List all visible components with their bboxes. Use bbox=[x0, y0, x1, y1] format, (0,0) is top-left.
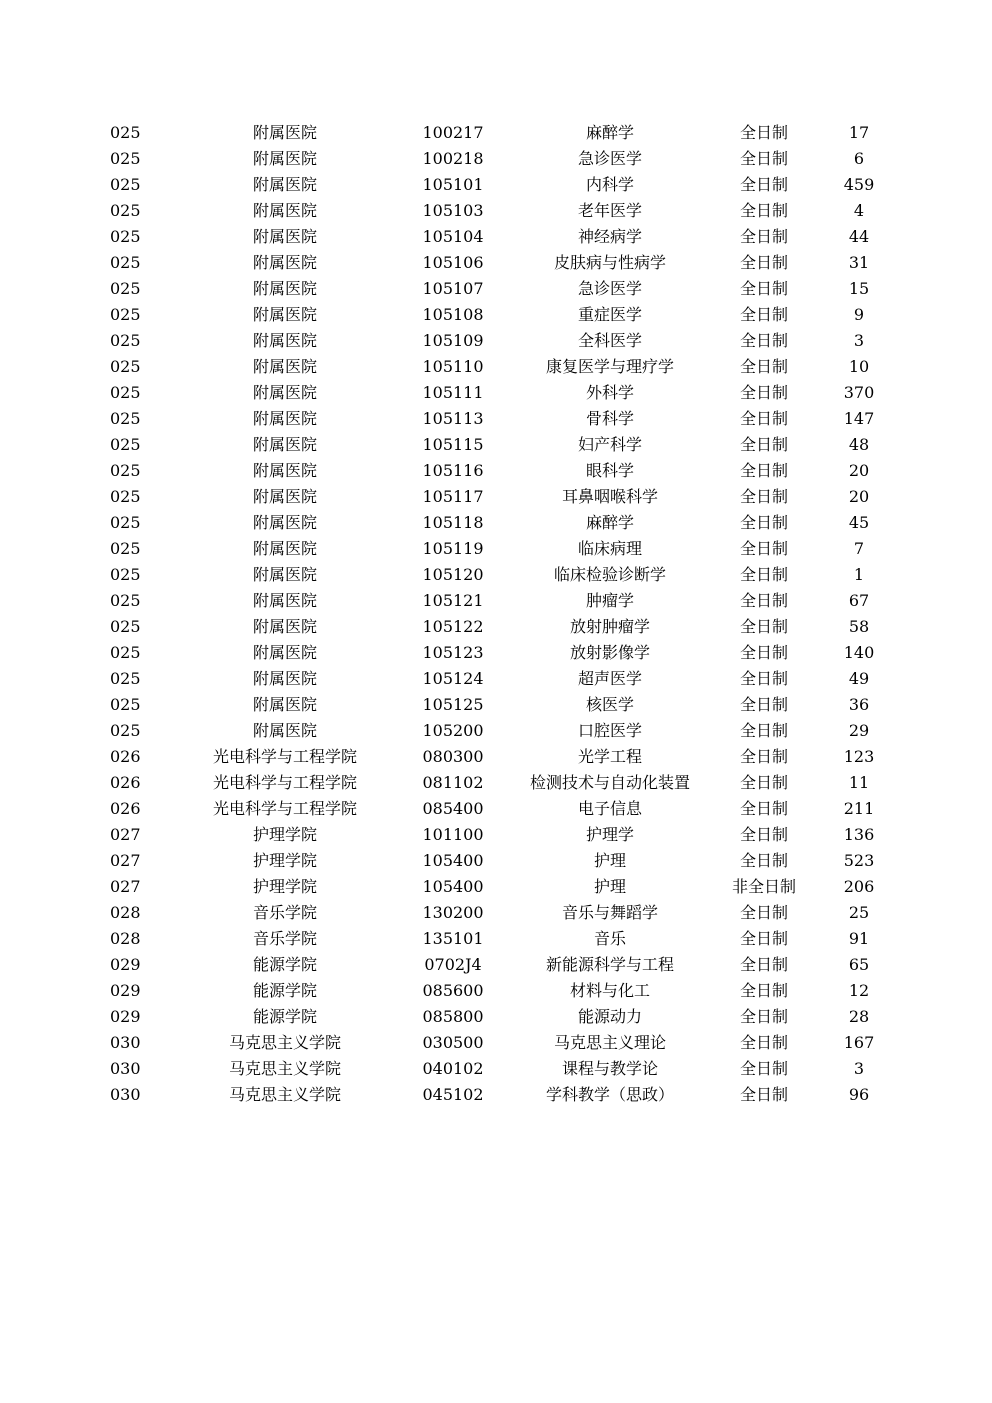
quota-cell: 1 bbox=[853, 565, 865, 584]
major-name-cell: 皮肤病与性病学 bbox=[553, 253, 666, 272]
major-name-cell: 骨科学 bbox=[585, 409, 634, 428]
quota-cell: 12 bbox=[848, 981, 870, 1000]
major-code-cell: 105107 bbox=[422, 279, 484, 298]
table-row bbox=[0, 1030, 992, 1056]
quota-cell: 20 bbox=[848, 487, 870, 506]
college-name-cell: 附属医院 bbox=[252, 721, 317, 740]
study-mode-cell: 全日制 bbox=[739, 669, 788, 688]
quota-cell: 7 bbox=[853, 539, 865, 558]
table-row bbox=[0, 354, 992, 380]
college-code-cell: 028 bbox=[110, 929, 141, 948]
college-name-cell: 附属医院 bbox=[252, 695, 317, 714]
table-row bbox=[0, 666, 992, 692]
quota-cell: 91 bbox=[848, 929, 870, 948]
study-mode-cell: 全日制 bbox=[739, 825, 788, 844]
college-code-cell: 025 bbox=[110, 461, 141, 480]
study-mode-cell: 全日制 bbox=[739, 305, 788, 324]
college-name-cell: 附属医院 bbox=[252, 435, 317, 454]
college-name-cell: 附属医院 bbox=[252, 305, 317, 324]
college-name-cell: 护理学院 bbox=[252, 877, 317, 896]
major-code-cell: 105116 bbox=[422, 461, 484, 480]
study-mode-cell: 全日制 bbox=[739, 591, 788, 610]
college-name-cell: 附属医院 bbox=[252, 279, 317, 298]
study-mode-cell: 全日制 bbox=[739, 513, 788, 532]
college-code-cell: 025 bbox=[110, 721, 141, 740]
college-name-cell: 音乐学院 bbox=[252, 929, 317, 948]
quota-cell: 49 bbox=[848, 669, 870, 688]
major-name-cell: 护理学 bbox=[585, 825, 634, 844]
major-code-cell: 105124 bbox=[422, 669, 484, 688]
major-code-cell: 101100 bbox=[422, 825, 484, 844]
quota-cell: 31 bbox=[848, 253, 870, 272]
major-code-cell: 130200 bbox=[422, 903, 484, 922]
quota-cell: 140 bbox=[843, 643, 875, 662]
table-row bbox=[0, 458, 992, 484]
college-name-cell: 马克思主义学院 bbox=[228, 1033, 341, 1052]
college-code-cell: 025 bbox=[110, 539, 141, 558]
major-name-cell: 音乐与舞蹈学 bbox=[561, 903, 658, 922]
major-name-cell: 护理 bbox=[593, 877, 626, 896]
college-name-cell: 附属医院 bbox=[252, 253, 317, 272]
college-code-cell: 025 bbox=[110, 695, 141, 714]
major-code-cell: 105400 bbox=[422, 877, 484, 896]
major-code-cell: 135101 bbox=[422, 929, 484, 948]
major-name-cell: 妇产科学 bbox=[577, 435, 642, 454]
major-name-cell: 耳鼻咽喉科学 bbox=[561, 487, 658, 506]
major-name-cell: 神经病学 bbox=[577, 227, 642, 246]
quota-cell: 25 bbox=[848, 903, 870, 922]
major-code-cell: 105119 bbox=[422, 539, 484, 558]
study-mode-cell: 全日制 bbox=[739, 721, 788, 740]
table-row bbox=[0, 640, 992, 666]
major-code-cell: 045102 bbox=[422, 1085, 484, 1104]
major-name-cell: 麻醉学 bbox=[585, 513, 634, 532]
major-code-cell: 081102 bbox=[422, 773, 484, 792]
major-code-cell: 105103 bbox=[422, 201, 484, 220]
major-name-cell: 新能源科学与工程 bbox=[545, 955, 674, 974]
major-code-cell: 105118 bbox=[422, 513, 484, 532]
college-name-cell: 能源学院 bbox=[252, 981, 317, 1000]
quota-cell: 11 bbox=[848, 773, 870, 792]
college-name-cell: 附属医院 bbox=[252, 565, 317, 584]
quota-cell: 20 bbox=[848, 461, 870, 480]
study-mode-cell: 全日制 bbox=[739, 461, 788, 480]
study-mode-cell: 全日制 bbox=[739, 487, 788, 506]
study-mode-cell: 全日制 bbox=[739, 799, 788, 818]
college-code-cell: 025 bbox=[110, 175, 141, 194]
table-row bbox=[0, 822, 992, 848]
major-name-cell: 口腔医学 bbox=[577, 721, 642, 740]
quota-cell: 36 bbox=[848, 695, 870, 714]
major-code-cell: 105109 bbox=[422, 331, 484, 350]
study-mode-cell: 全日制 bbox=[739, 851, 788, 870]
table-row bbox=[0, 614, 992, 640]
major-name-cell: 电子信息 bbox=[577, 799, 642, 818]
quota-cell: 6 bbox=[853, 149, 865, 168]
study-mode-cell: 全日制 bbox=[739, 747, 788, 766]
college-name-cell: 附属医院 bbox=[252, 331, 317, 350]
college-name-cell: 附属医院 bbox=[252, 201, 317, 220]
table-row bbox=[0, 588, 992, 614]
college-code-cell: 030 bbox=[110, 1085, 141, 1104]
table-row bbox=[0, 562, 992, 588]
quota-cell: 459 bbox=[843, 175, 875, 194]
college-code-cell: 029 bbox=[110, 955, 141, 974]
college-code-cell: 025 bbox=[110, 149, 141, 168]
college-name-cell: 附属医院 bbox=[252, 591, 317, 610]
study-mode-cell: 全日制 bbox=[739, 1085, 788, 1104]
college-code-cell: 025 bbox=[110, 305, 141, 324]
college-code-cell: 026 bbox=[110, 773, 141, 792]
table-row bbox=[0, 1082, 992, 1108]
college-code-cell: 025 bbox=[110, 383, 141, 402]
table-row bbox=[0, 900, 992, 926]
college-code-cell: 027 bbox=[110, 877, 141, 896]
college-code-cell: 025 bbox=[110, 591, 141, 610]
major-name-cell: 急诊医学 bbox=[577, 279, 642, 298]
major-code-cell: 105115 bbox=[422, 435, 484, 454]
major-code-cell: 030500 bbox=[422, 1033, 484, 1052]
college-name-cell: 护理学院 bbox=[252, 825, 317, 844]
major-name-cell: 重症医学 bbox=[577, 305, 642, 324]
college-name-cell: 附属医院 bbox=[252, 539, 317, 558]
quota-cell: 206 bbox=[843, 877, 875, 896]
major-name-cell: 课程与教学论 bbox=[561, 1059, 658, 1078]
table-row bbox=[0, 510, 992, 536]
major-name-cell: 能源动力 bbox=[577, 1007, 642, 1026]
quota-cell: 28 bbox=[848, 1007, 870, 1026]
quota-cell: 58 bbox=[848, 617, 870, 636]
college-code-cell: 025 bbox=[110, 435, 141, 454]
college-code-cell: 028 bbox=[110, 903, 141, 922]
study-mode-cell: 全日制 bbox=[739, 279, 788, 298]
study-mode-cell: 全日制 bbox=[739, 643, 788, 662]
college-code-cell: 025 bbox=[110, 201, 141, 220]
college-name-cell: 附属医院 bbox=[252, 175, 317, 194]
table-row bbox=[0, 198, 992, 224]
major-code-cell: 105123 bbox=[422, 643, 484, 662]
college-code-cell: 026 bbox=[110, 799, 141, 818]
major-name-cell: 全科医学 bbox=[577, 331, 642, 350]
major-code-cell: 105110 bbox=[422, 357, 484, 376]
major-name-cell: 外科学 bbox=[585, 383, 634, 402]
major-code-cell: 105122 bbox=[422, 617, 484, 636]
table-row bbox=[0, 718, 992, 744]
college-name-cell: 能源学院 bbox=[252, 1007, 317, 1026]
college-name-cell: 光电科学与工程学院 bbox=[212, 773, 357, 792]
study-mode-cell: 全日制 bbox=[739, 773, 788, 792]
quota-cell: 48 bbox=[848, 435, 870, 454]
table-row bbox=[0, 692, 992, 718]
major-code-cell: 085800 bbox=[422, 1007, 484, 1026]
study-mode-cell: 全日制 bbox=[739, 175, 788, 194]
quota-cell: 15 bbox=[848, 279, 870, 298]
college-name-cell: 附属医院 bbox=[252, 409, 317, 428]
college-name-cell: 附属医院 bbox=[252, 227, 317, 246]
quota-cell: 29 bbox=[848, 721, 870, 740]
study-mode-cell: 全日制 bbox=[739, 227, 788, 246]
table-row bbox=[0, 848, 992, 874]
college-code-cell: 025 bbox=[110, 357, 141, 376]
quota-cell: 17 bbox=[848, 123, 870, 142]
major-code-cell: 0702J4 bbox=[424, 955, 482, 974]
study-mode-cell: 全日制 bbox=[739, 695, 788, 714]
table-row bbox=[0, 432, 992, 458]
table-row bbox=[0, 380, 992, 406]
college-code-cell: 025 bbox=[110, 643, 141, 662]
study-mode-cell: 全日制 bbox=[739, 929, 788, 948]
study-mode-cell: 全日制 bbox=[739, 565, 788, 584]
college-name-cell: 附属医院 bbox=[252, 461, 317, 480]
major-name-cell: 核医学 bbox=[585, 695, 634, 714]
study-mode-cell: 全日制 bbox=[739, 435, 788, 454]
major-name-cell: 学科教学（思政） bbox=[545, 1085, 674, 1104]
quota-cell: 123 bbox=[843, 747, 875, 766]
college-code-cell: 030 bbox=[110, 1033, 141, 1052]
quota-cell: 523 bbox=[843, 851, 875, 870]
major-name-cell: 超声医学 bbox=[577, 669, 642, 688]
table-row bbox=[0, 172, 992, 198]
table-row bbox=[0, 952, 992, 978]
college-name-cell: 马克思主义学院 bbox=[228, 1085, 341, 1104]
college-code-cell: 027 bbox=[110, 851, 141, 870]
quota-cell: 3 bbox=[853, 1059, 865, 1078]
study-mode-cell: 全日制 bbox=[739, 1033, 788, 1052]
major-code-cell: 105120 bbox=[422, 565, 484, 584]
college-name-cell: 附属医院 bbox=[252, 617, 317, 636]
major-name-cell: 音乐 bbox=[593, 929, 626, 948]
college-code-cell: 025 bbox=[110, 227, 141, 246]
major-code-cell: 105101 bbox=[422, 175, 484, 194]
college-code-cell: 025 bbox=[110, 409, 141, 428]
college-code-cell: 025 bbox=[110, 253, 141, 272]
table-row bbox=[0, 276, 992, 302]
study-mode-cell: 全日制 bbox=[739, 617, 788, 636]
major-code-cell: 105106 bbox=[422, 253, 484, 272]
table-row bbox=[0, 536, 992, 562]
major-code-cell: 105400 bbox=[422, 851, 484, 870]
quota-cell: 167 bbox=[843, 1033, 875, 1052]
quota-cell: 44 bbox=[848, 227, 870, 246]
college-name-cell: 护理学院 bbox=[252, 851, 317, 870]
major-code-cell: 100217 bbox=[422, 123, 484, 142]
major-code-cell: 105108 bbox=[422, 305, 484, 324]
college-code-cell: 025 bbox=[110, 565, 141, 584]
quota-cell: 147 bbox=[843, 409, 875, 428]
major-name-cell: 马克思主义理论 bbox=[553, 1033, 666, 1052]
college-name-cell: 马克思主义学院 bbox=[228, 1059, 341, 1078]
quota-cell: 96 bbox=[848, 1085, 870, 1104]
table-row bbox=[0, 978, 992, 1004]
college-code-cell: 025 bbox=[110, 617, 141, 636]
quota-cell: 67 bbox=[848, 591, 870, 610]
college-code-cell: 025 bbox=[110, 513, 141, 532]
study-mode-cell: 全日制 bbox=[739, 149, 788, 168]
major-name-cell: 内科学 bbox=[585, 175, 634, 194]
major-name-cell: 眼科学 bbox=[585, 461, 634, 480]
college-name-cell: 附属医院 bbox=[252, 513, 317, 532]
study-mode-cell: 全日制 bbox=[739, 383, 788, 402]
college-name-cell: 附属医院 bbox=[252, 149, 317, 168]
study-mode-cell: 全日制 bbox=[739, 903, 788, 922]
major-code-cell: 085400 bbox=[422, 799, 484, 818]
college-code-cell: 025 bbox=[110, 123, 141, 142]
college-name-cell: 附属医院 bbox=[252, 383, 317, 402]
college-code-cell: 025 bbox=[110, 669, 141, 688]
major-code-cell: 080300 bbox=[422, 747, 484, 766]
study-mode-cell: 全日制 bbox=[739, 955, 788, 974]
table-row bbox=[0, 744, 992, 770]
major-code-cell: 105200 bbox=[422, 721, 484, 740]
major-name-cell: 急诊医学 bbox=[577, 149, 642, 168]
quota-cell: 45 bbox=[848, 513, 870, 532]
study-mode-cell: 全日制 bbox=[739, 409, 788, 428]
table-row bbox=[0, 796, 992, 822]
study-mode-cell: 全日制 bbox=[739, 1059, 788, 1078]
major-name-cell: 材料与化工 bbox=[569, 981, 650, 1000]
college-name-cell: 音乐学院 bbox=[252, 903, 317, 922]
college-name-cell: 附属医院 bbox=[252, 123, 317, 142]
study-mode-cell: 全日制 bbox=[739, 1007, 788, 1026]
major-name-cell: 检测技术与自动化装置 bbox=[529, 773, 690, 792]
college-code-cell: 025 bbox=[110, 279, 141, 298]
study-mode-cell: 全日制 bbox=[739, 331, 788, 350]
table-row bbox=[0, 328, 992, 354]
major-code-cell: 105117 bbox=[422, 487, 484, 506]
major-name-cell: 肿瘤学 bbox=[585, 591, 634, 610]
table-row bbox=[0, 1056, 992, 1082]
major-name-cell: 临床检验诊断学 bbox=[553, 565, 666, 584]
study-mode-cell: 非全日制 bbox=[731, 877, 796, 896]
enrollment-table bbox=[0, 120, 992, 1108]
major-code-cell: 040102 bbox=[422, 1059, 484, 1078]
major-name-cell: 临床病理 bbox=[577, 539, 642, 558]
major-name-cell: 护理 bbox=[593, 851, 626, 870]
major-code-cell: 105111 bbox=[422, 383, 484, 402]
college-name-cell: 附属医院 bbox=[252, 643, 317, 662]
college-name-cell: 附属医院 bbox=[252, 669, 317, 688]
major-name-cell: 放射肿瘤学 bbox=[569, 617, 650, 636]
table-row bbox=[0, 224, 992, 250]
study-mode-cell: 全日制 bbox=[739, 357, 788, 376]
college-code-cell: 026 bbox=[110, 747, 141, 766]
quota-cell: 65 bbox=[848, 955, 870, 974]
major-code-cell: 085600 bbox=[422, 981, 484, 1000]
study-mode-cell: 全日制 bbox=[739, 539, 788, 558]
table-row bbox=[0, 146, 992, 172]
major-name-cell: 老年医学 bbox=[577, 201, 642, 220]
college-name-cell: 光电科学与工程学院 bbox=[212, 799, 357, 818]
table-row bbox=[0, 406, 992, 432]
table-row bbox=[0, 770, 992, 796]
quota-cell: 370 bbox=[843, 383, 875, 402]
college-code-cell: 027 bbox=[110, 825, 141, 844]
college-name-cell: 光电科学与工程学院 bbox=[212, 747, 357, 766]
major-code-cell: 105113 bbox=[422, 409, 484, 428]
quota-cell: 4 bbox=[853, 201, 865, 220]
major-name-cell: 康复医学与理疗学 bbox=[545, 357, 674, 376]
college-name-cell: 能源学院 bbox=[252, 955, 317, 974]
quota-cell: 3 bbox=[853, 331, 865, 350]
table-row bbox=[0, 120, 992, 146]
quota-cell: 211 bbox=[843, 799, 875, 818]
college-code-cell: 025 bbox=[110, 487, 141, 506]
table-row bbox=[0, 484, 992, 510]
table-row bbox=[0, 1004, 992, 1030]
major-name-cell: 放射影像学 bbox=[569, 643, 650, 662]
major-code-cell: 105121 bbox=[422, 591, 484, 610]
study-mode-cell: 全日制 bbox=[739, 201, 788, 220]
table-row bbox=[0, 926, 992, 952]
college-code-cell: 029 bbox=[110, 981, 141, 1000]
table-row bbox=[0, 874, 992, 900]
major-code-cell: 105125 bbox=[422, 695, 484, 714]
major-name-cell: 麻醉学 bbox=[585, 123, 634, 142]
college-code-cell: 029 bbox=[110, 1007, 141, 1026]
college-name-cell: 附属医院 bbox=[252, 357, 317, 376]
quota-cell: 136 bbox=[843, 825, 875, 844]
college-name-cell: 附属医院 bbox=[252, 487, 317, 506]
major-code-cell: 105104 bbox=[422, 227, 484, 246]
study-mode-cell: 全日制 bbox=[739, 253, 788, 272]
major-name-cell: 光学工程 bbox=[577, 747, 642, 766]
table-row bbox=[0, 250, 992, 276]
college-code-cell: 025 bbox=[110, 331, 141, 350]
quota-cell: 9 bbox=[853, 305, 865, 324]
study-mode-cell: 全日制 bbox=[739, 981, 788, 1000]
table-row bbox=[0, 302, 992, 328]
major-code-cell: 100218 bbox=[422, 149, 484, 168]
college-code-cell: 030 bbox=[110, 1059, 141, 1078]
study-mode-cell: 全日制 bbox=[739, 123, 788, 142]
quota-cell: 10 bbox=[848, 357, 870, 376]
